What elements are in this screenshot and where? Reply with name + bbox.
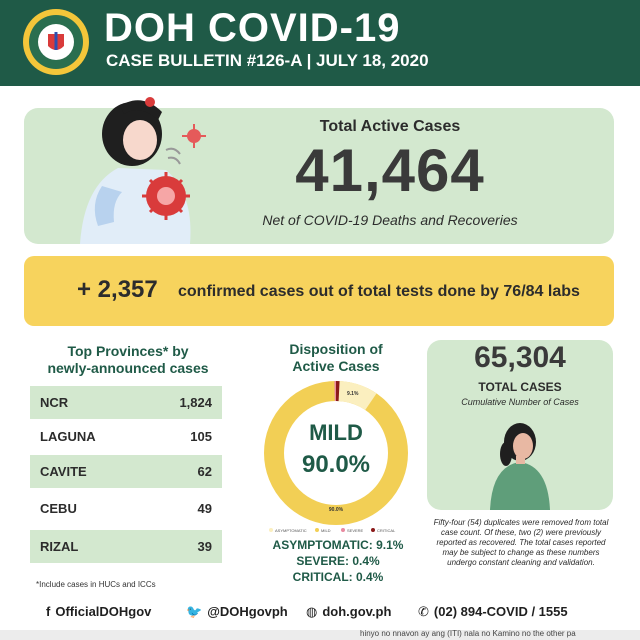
province-row: [30, 530, 222, 563]
active-cases-value: 41,464: [295, 137, 485, 204]
doh-seal-icon: [22, 8, 90, 76]
province-name: CAVITE: [40, 464, 87, 479]
donut-center-value: 90.0%: [301, 451, 371, 478]
total-cases-note: Cumulative Number of Cases: [461, 397, 579, 407]
donut-mild-label: 90.0%: [328, 507, 344, 513]
facebook-handle: OfficialDOHgov: [55, 604, 152, 619]
province-count: 49: [197, 501, 212, 516]
bulletin-title: DOH COVID-19: [104, 6, 401, 50]
globe-icon: ◍: [306, 604, 318, 619]
twitter-link[interactable]: [186, 604, 288, 620]
province-name: NCR: [40, 395, 69, 410]
confirmed-cases-value: + 2,357: [77, 276, 158, 303]
province-row: [30, 420, 222, 453]
disposition-title-line2: Active Cases: [292, 358, 380, 374]
twitter-icon: 🐦: [186, 604, 203, 619]
province-name: LAGUNA: [40, 429, 96, 444]
provinces-title: [30, 343, 226, 377]
website-url: doh.gov.ph: [322, 604, 392, 619]
province-count: 1,824: [179, 395, 212, 410]
province-row: [30, 386, 222, 419]
bulletin-subtitle: CASE BULLETIN #126-A | JULY 18, 2020: [106, 51, 429, 70]
total-cases-value: 65,304: [474, 341, 566, 374]
severe-stat: SEVERE: 0.4%: [296, 554, 380, 568]
phone-link[interactable]: [418, 604, 568, 620]
province-row: [30, 455, 222, 488]
legend-critical: CRITICAL: [377, 528, 396, 533]
province-row: [30, 492, 222, 525]
standing-woman-illustration: [484, 414, 556, 510]
province-count: 105: [190, 429, 212, 444]
provinces-footnote: *Include cases in HUCs and ICCs: [36, 580, 156, 589]
legend-dot-asymptomatic: [269, 528, 273, 532]
legend-severe: SEVERE: [347, 528, 364, 533]
facebook-link[interactable]: [46, 604, 151, 619]
facebook-icon: f: [46, 604, 51, 619]
legend-dot-severe: [341, 528, 345, 532]
website-link[interactable]: [306, 604, 391, 620]
phone-number: (02) 894-COVID / 1555: [433, 604, 568, 619]
asymptomatic-stat: ASYMPTOMATIC: 9.1%: [272, 538, 404, 552]
active-cases-note: Net of COVID-19 Deaths and Recoveries: [262, 212, 518, 228]
phone-icon: ✆: [418, 604, 429, 619]
duplicates-note: Fifty-four (54) duplicates were removed from total case count. Of these, two (2) were previously reported as recovered. The total cases reported may be subject to change as these numbers undergo constant cleaning and validation.: [433, 518, 609, 567]
provinces-title-line1: Top Provinces* by: [67, 343, 189, 359]
disposition-legend: [268, 526, 408, 534]
province-count: 62: [197, 464, 212, 479]
legend-mild: MILD: [321, 528, 331, 533]
donut-asym-label: 9.1%: [347, 391, 359, 397]
disposition-title-line1: Disposition of: [289, 341, 383, 357]
provinces-title-line2: newly-announced cases: [47, 360, 209, 376]
coughing-woman-illustration: [70, 94, 210, 244]
donut-center-label: MILD: [309, 420, 363, 445]
twitter-handle: @DOHgovph: [207, 604, 288, 619]
confirmed-cases-text: confirmed cases out of total tests done by 76/84 labs: [178, 283, 580, 300]
province-name: RIZAL: [40, 539, 79, 554]
disposition-donut-chart: [263, 380, 409, 526]
legend-dot-critical: [371, 528, 375, 532]
legend-dot-mild: [315, 528, 319, 532]
province-name: CEBU: [40, 501, 77, 516]
legend-asymptomatic: ASYMPTOMATIC: [275, 528, 307, 533]
active-cases-label: Total Active Cases: [319, 118, 461, 135]
province-count: 39: [197, 539, 212, 554]
total-cases-label: TOTAL CASES: [478, 380, 562, 394]
disposition-title: [266, 341, 406, 375]
bottom-overlay-text: hinyo no nnavon ay ang (ITI) nala no Kamino no the other pa: [360, 629, 576, 638]
critical-stat: CRITICAL: 0.4%: [292, 570, 384, 584]
